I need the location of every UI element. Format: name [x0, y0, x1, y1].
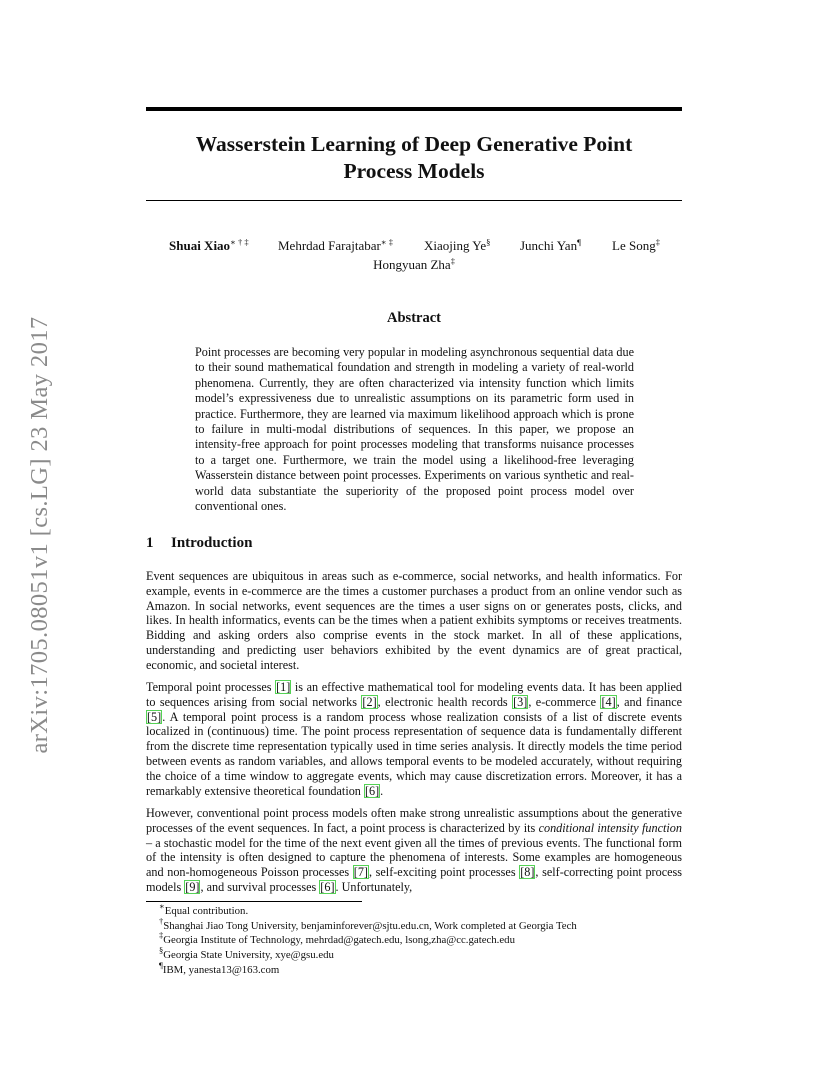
citation-link[interactable]: [1] — [276, 680, 291, 694]
author-affiliation-marks: ‡ — [450, 256, 455, 266]
title-rule — [146, 200, 682, 201]
footnote-text: Shanghai Jiao Tong University, benjaminforever@sjtu.edu.cn, Work completed at Georgia Tech — [163, 919, 577, 932]
title-line-1: Wasserstein Learning of Deep Generative Point — [195, 132, 633, 156]
author-1 — [169, 236, 249, 255]
intro-paragraph-1: Event sequences are ubiquitous in areas such as e-commerce, social networks, and health informatics. For example, events in e-commerce are the times a customer purchases a product from an online vendor such as Amazon. In social networks, event sequences are the times a user signs on or generates posts, clicks, and likes. In health informatics, events can be the times when a patient exhibits symptoms or receives treatments. Bidding and asking orders also comprise events in the stock market. In all of these applications, understanding and predicting user behaviors exhibited by the event dynamics are of great practical, economic, and societal interest. — [146, 569, 682, 672]
author-affiliation-marks: ∗ † ‡ — [230, 237, 249, 247]
footnote — [159, 901, 577, 919]
citation-link[interactable]: [6] — [320, 879, 335, 894]
footnote-text: IBM, yanesta13@163.com — [162, 963, 280, 976]
abstract-heading: Abstract — [387, 310, 441, 326]
author-2 — [278, 236, 393, 255]
citation-link[interactable]: [3] — [513, 694, 528, 709]
footnote-mark: ‡ — [159, 930, 164, 941]
author-affiliation-marks: § — [486, 237, 491, 247]
text-run: , electronic health records — [377, 694, 513, 709]
top-rule — [146, 107, 682, 111]
text-run: , self-correcting point process models — [146, 865, 682, 894]
text-run: – a stochastic model for the time of the next event given all the times of previous events. The functional form of the intensity is often designed to capture the phenomena of interests. Some examples are homogeneous and non-homogeneous Poisson processes — [146, 835, 682, 880]
paper-title — [146, 131, 682, 185]
section-title: Introduction — [171, 535, 253, 551]
section-number: 1 — [146, 535, 154, 551]
emphasized-term: conditional intensity function — [538, 820, 682, 835]
author-affiliation-marks: ¶ — [577, 237, 581, 247]
author-name: Le Song — [612, 238, 656, 253]
citation-link[interactable]: [9] — [185, 879, 200, 894]
arxiv-stamp-text: arXiv:1705.08051v1 [cs.LG] 23 May 2017 — [26, 316, 53, 754]
text-run: However, conventional point process models often make strong unrealistic assumptions about the generative processes of the event sequences. In fact, a point process is characterized by its — [146, 806, 682, 835]
author-list — [146, 236, 682, 274]
footnote-text: Georgia State University, xye@gsu.edu — [163, 949, 334, 962]
title-line-2: Process Models — [343, 159, 485, 183]
section-heading — [146, 535, 252, 552]
intro-paragraph-2 — [146, 680, 682, 798]
text-run: is an effective mathematical tool for modeling events data. It has been applied to sequences arising from social networks — [146, 680, 683, 709]
text-run: . A temporal point process is a random process whose realization consists of a list of discrete events localized in (continuous) time. The point process representation of sequence data is fundamentally different from the discrete time representation typically used in time series analysis. It directly models the time period between events as random variables, and allows temporal events to be modeled accurately, without requiring the choice of a time window to aggregate events, which may cause discretization errors. Moreover, it has a remarkably extensive theoretical foundation — [146, 709, 682, 798]
citation-link[interactable]: [5] — [147, 709, 162, 724]
author-row-2 — [146, 255, 682, 274]
footnote — [159, 930, 577, 948]
footnote-text: Georgia Institute of Technology, mehrdad@gatech.edu, lsong,zha@cc.gatech.edu — [163, 934, 515, 947]
author-5 — [612, 236, 660, 255]
author-affiliation-marks: ‡ — [655, 237, 660, 247]
author-name: Hongyuan Zha — [373, 257, 451, 272]
footnote-mark: § — [159, 945, 164, 956]
footnote-rule — [146, 901, 362, 902]
citation-link[interactable]: [2] — [362, 694, 377, 709]
text-run: . — [380, 783, 384, 798]
footnote-mark: ∗ — [159, 901, 165, 911]
abstract-text: Point processes are becoming very popular in modeling asynchronous sequential data due to their sound mathematical foundation and strength in modeling a variety of real-world phenomena. Currently, they are often characterized via intensity function which limits model’s expressiveness due to unrealistic assumptions on its parametric form used in practice. Furthermore, they are learned via maximum likelihood approach which is prone to failure in multi-modal distributions of sequences. In this paper, we propose an intensity-free approach for point processes modeling that transforms nuisance processes to a target one. Furthermore, we train the model using a likelihood-free leveraging Wasserstein distance between point processes. Experiments on various synthetic and real-world data substantiate the superiority of the proposed point process model over conventional ones. — [195, 345, 634, 514]
footnote — [159, 915, 577, 934]
text-run: , and survival processes — [200, 879, 320, 894]
citation-link[interactable]: [6] — [364, 783, 380, 798]
text-run: Temporal point processes — [146, 680, 276, 694]
author-name: Junchi Yan — [520, 238, 578, 253]
footnotes — [159, 901, 577, 978]
citation-link[interactable]: [4] — [601, 694, 616, 709]
author-6 — [373, 257, 455, 272]
footnote — [159, 945, 577, 963]
footnote-mark: ¶ — [159, 959, 163, 970]
author-3 — [424, 236, 490, 255]
author-name: Shuai Xiao — [169, 238, 231, 253]
author-row-1 — [146, 236, 682, 255]
text-run: , e-commerce — [528, 694, 601, 709]
author-affiliation-marks: ∗ ‡ — [380, 237, 394, 247]
footnote-mark: † — [159, 915, 164, 926]
author-name: Mehrdad Farajtabar — [278, 238, 381, 253]
citation-link[interactable]: [7] — [353, 865, 368, 880]
text-run: , and finance — [616, 694, 683, 709]
text-run: , self-exciting point processes — [368, 865, 520, 880]
intro-paragraph-3 — [146, 806, 682, 895]
author-4 — [520, 236, 581, 255]
author-name: Xiaojing Ye — [424, 238, 487, 253]
footnote-text: Equal contribution. — [164, 905, 249, 917]
footnote — [159, 959, 577, 978]
citation-link[interactable]: [8] — [520, 865, 535, 880]
text-run: . Unfortunately, — [335, 879, 413, 894]
